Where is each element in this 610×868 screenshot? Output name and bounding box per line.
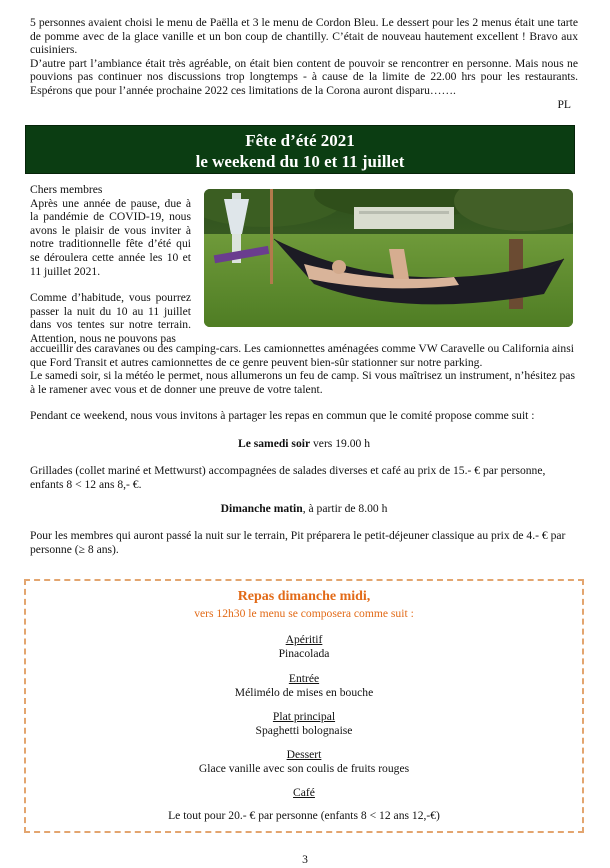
course-heading: Plat principal: [272, 710, 336, 723]
intro-paragraph-2: D’autre part l’ambiance était très agréable, on était bien content de pouvoir se rencontrer en personne. Mais nous ne pouvions pas continuer nos discussions trop longtemps - à cause de la limite de 22.00 hrs pour les restaurants. Espérons que pour l’année prochaine 2022 ces limitations de la Corona auront disparu…….: [30, 56, 578, 97]
menu-subtitle: vers 12h30 le menu se composera comme suit :: [194, 607, 414, 620]
camping-text: [30, 342, 578, 396]
course-heading: Café: [293, 786, 315, 799]
course-item: Spaghetti bolognaise: [255, 723, 353, 737]
menu-price: Le tout pour 20.- € par personne (enfants 8 < 12 ans 12,-€): [168, 809, 440, 822]
course-heading: Entrée: [288, 672, 320, 685]
greeting: Chers membres: [30, 183, 103, 196]
course-heading: Apéritif: [285, 633, 323, 646]
camping-paragraph-part2: accueillir des caravanes ou des camping-cars. Les camionnettes aménagées comme VW Caravelle ou California ainsi que Ford Transit et autres camionnettes de ce genre peuvent bien-sûr stationner sur notre parking.: [30, 342, 574, 369]
saturday-heading: [30, 437, 578, 451]
course-coffee: [30, 786, 578, 800]
course-aperitif: [30, 633, 578, 660]
intro-text: [30, 16, 578, 98]
invitation-text: [30, 183, 191, 346]
saturday-time: vers 19.00 h: [310, 437, 371, 450]
saturday-meal: Grillades (collet mariné et Mettwurst) accompagnées de salades diverses et café au prix de 15.- € par personne, enfants 8 < 12 ans 8,- €.: [30, 464, 546, 491]
course-dessert: [30, 748, 578, 775]
invitation-paragraph: Après une année de pause, due à la pandémie de COVID-19, nous avons le plaisir de vous inviter à notre traditionnelle fête d’été qui se déroulera cette année les 10 et 11 juillet 2021.: [30, 196, 191, 278]
course-main: [30, 710, 578, 737]
intro-paragraph-1: 5 personnes avaient choisi le menu de Paëlla et 3 le menu de Cordon Bleu. Le dessert pour les 2 menus était une tarte de pomme avec de la glace vanille et un bon coup de chantilly. C’était de nouveau hautement excellent ! Bravo aux cuisiniers.: [30, 16, 578, 57]
menu-title: Repas dimanche midi,: [237, 589, 371, 604]
breakfast-paragraph: Pour les membres qui auront passé la nuit sur le terrain, Pit préparera le petit-déjeuner classique au prix de 4.- € par personne (≥ 8 ans).: [30, 529, 566, 556]
campfire-paragraph: Le samedi soir, si la météo le permet, nous allumerons un feu de camp. Si vous maîtrisez un instrument, n’hésitez pas à le ramener avec vous et de donner une preuve de votre talent.: [30, 369, 575, 396]
sunday-label: Dimanche matin: [220, 502, 303, 515]
banner-title: Fête d’été 2021: [245, 131, 355, 150]
saturday-label: Le samedi soir: [237, 437, 311, 450]
banner-subtitle: le weekend du 10 et 11 juillet: [195, 152, 405, 171]
hammock-photo: [204, 189, 573, 327]
section-banner: [25, 125, 575, 174]
course-item: Pinacolada: [278, 646, 330, 660]
course-item: Glace vanille avec son coulis de fruits rouges: [198, 761, 410, 775]
signature: PL: [557, 98, 571, 111]
course-item: Mélimélo de mises en bouche: [234, 685, 374, 699]
course-entree: [30, 672, 578, 699]
page-number: 3: [302, 853, 308, 866]
sunday-heading: [30, 502, 578, 516]
camping-paragraph-part1: Comme d’habitude, vous pourrez passer la nuit du 10 au 11 juillet dans vos tentes sur notre terrain. Attention, nous ne pouvons pas: [30, 291, 191, 345]
course-heading: Dessert: [286, 748, 322, 761]
meals-intro: Pendant ce weekend, nous vous invitons à partager les repas en commun que le comité propose comme suit :: [30, 409, 535, 422]
sunday-time: , à partir de 8.00 h: [302, 502, 388, 515]
